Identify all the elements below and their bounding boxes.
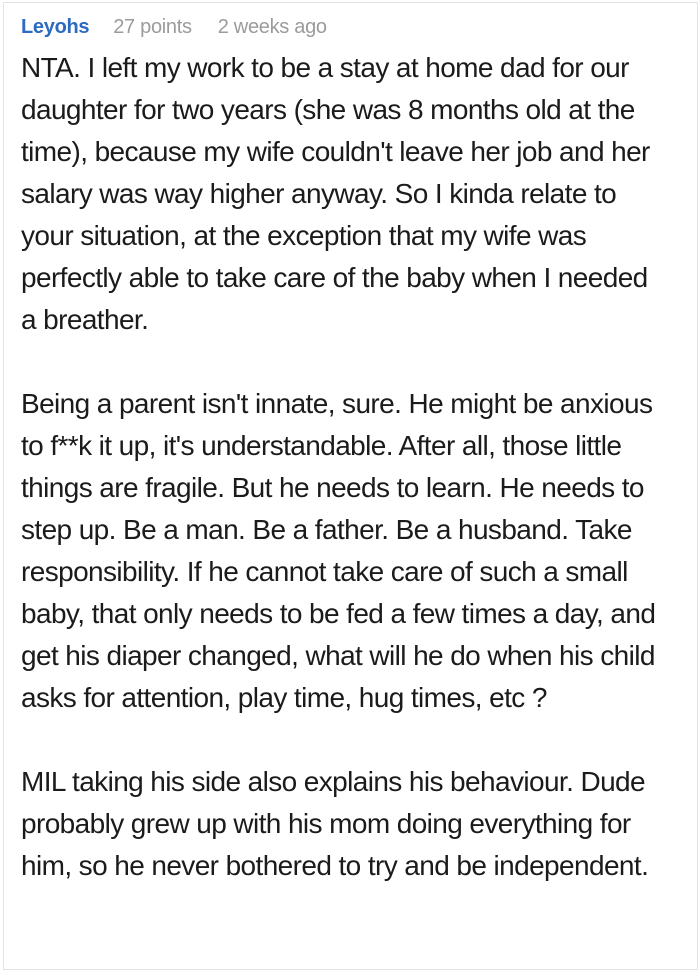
timestamp-label: 2 weeks ago [217, 16, 327, 38]
points-label: 27 points [113, 16, 192, 38]
comment-paragraph: MIL taking his side also explains his behaviour. Dude probably grew up with his mom doing everything for him, so he never bothered to try and be independent. [21, 766, 649, 881]
comment-body [21, 47, 669, 887]
comment-paragraph: Being a parent isn't innate, sure. He might be anxious to f**k it up, it's understandable. After all, those little things are fragile. But he needs to learn. He needs to step up. Be a man. Be a father. Be a husband. Take responsibility. If he cannot take care of such a small baby, that only needs to be fed a few times a day, and get his diaper changed, what will he do when his child asks for attention, play time, hug times, etc ? [21, 388, 656, 713]
comment-header [21, 15, 669, 39]
author-link[interactable]: Leyohs [21, 16, 90, 38]
comment-paragraph: NTA. I left my work to be a stay at home dad for our daughter for two years (she was 8 months old at the time), because my wife couldn't leave her job and her salary was way higher anyway. So I kinda relate to your situation, at the exception that my wife was perfectly able to take care of the baby when I needed a breather. [21, 52, 650, 335]
comment-card [3, 2, 698, 970]
